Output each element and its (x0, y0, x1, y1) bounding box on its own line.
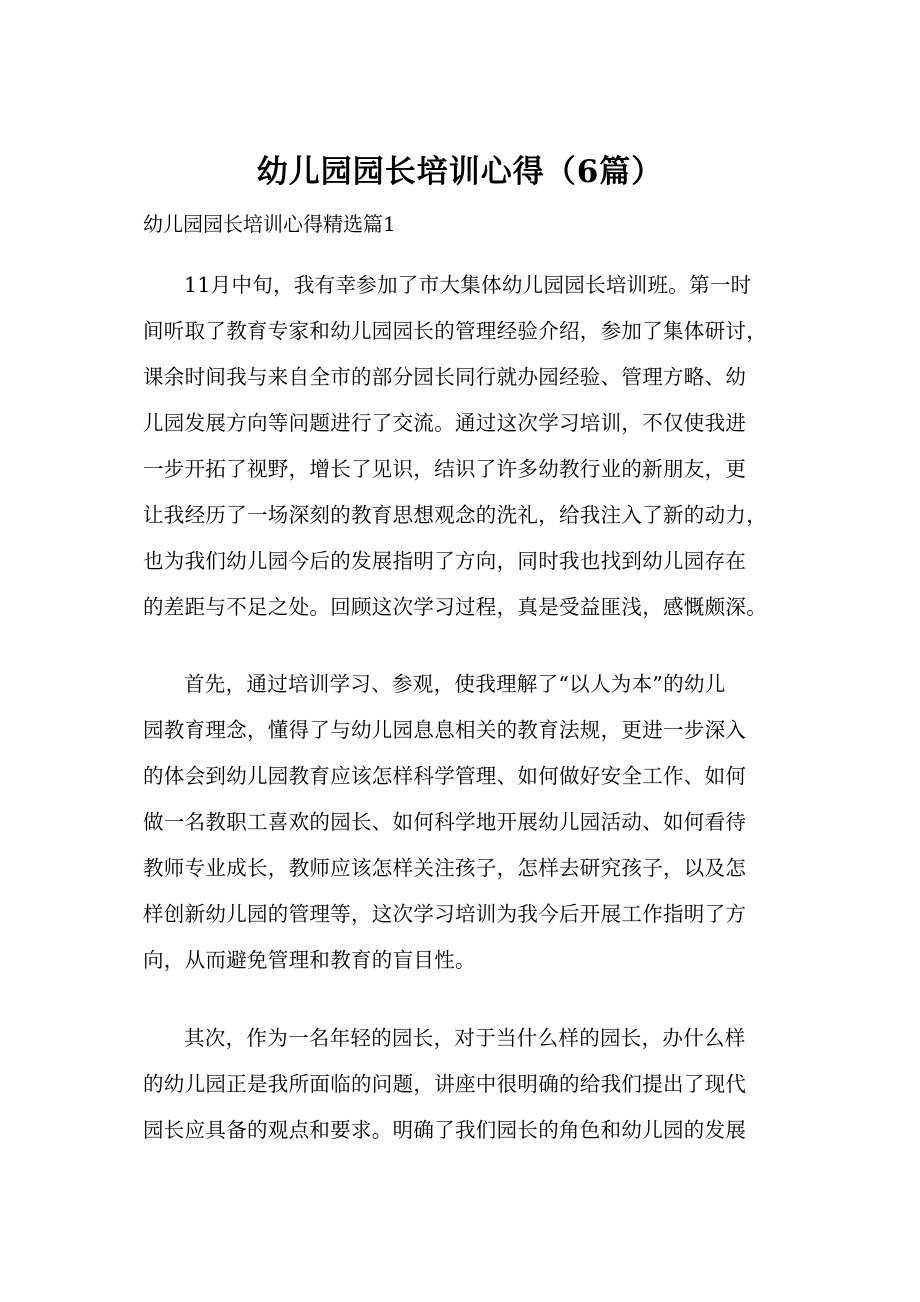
paragraph-line: 做一名教职工喜欢的园长、如何科学地开展幼儿园活动、如何看待 (143, 810, 747, 834)
paragraph-line: 11月中旬，我有幸参加了市大集体幼儿园园长培训班。第一时 (184, 273, 752, 297)
paragraph-line: 教师专业成长，教师应该怎样关注孩子，怎样去研究孩子，以及怎 (143, 856, 747, 880)
paragraph-line: 其次，作为一名年轻的园长，对于当什么样的园长，办什么样 (184, 1026, 746, 1050)
paragraph-line: 园长应具备的观点和要求。明确了我们园长的角色和幼儿园的发展 (143, 1118, 747, 1142)
paragraph-line: 样创新幼儿园的管理等，这次学习培训为我今后开展工作指明了方 (143, 902, 747, 926)
paragraph-line: 课余时间我与来自全市的部分园长同行就办园经验、管理方略、幼 (143, 365, 747, 389)
paragraph-line: 一步开拓了视野，增长了见识，结识了许多幼教行业的新朋友，更 (143, 457, 747, 481)
paragraph-line: 园教育理念，懂得了与幼儿园息息相关的教育法规，更进一步深入 (143, 718, 747, 742)
paragraph-1 (143, 262, 803, 630)
paragraph-line: 让我经历了一场深刻的教育思想观念的洗礼，给我注入了新的动力， (143, 503, 767, 527)
document-title: 幼儿园园长培训心得（6篇） (256, 154, 664, 190)
paragraph-line: 首先，通过培训学习、参观，使我理解了“以人为本”的幼儿 (184, 672, 726, 696)
paragraph-line: 间听取了教育专家和幼儿园园长的管理经验介绍，参加了集体研讨， (143, 319, 767, 343)
paragraph-line: 的幼儿园正是我所面临的问题，讲座中很明确的给我们提出了现代 (143, 1072, 747, 1096)
paragraph-line: 的差距与不足之处。回顾这次学习过程，真是受益匪浅，感慨颇深。 (143, 595, 767, 619)
paragraph-3 (143, 1015, 803, 1153)
paragraph-2 (143, 661, 803, 983)
paragraph-line: 的体会到幼儿园教育应该怎样科学管理、如何做好安全工作、如何 (143, 764, 747, 788)
paragraph-line: 儿园发展方向等问题进行了交流。通过这次学习培训，不仅使我进 (143, 411, 747, 435)
section-heading: 幼儿园园长培训心得精选篇1 (143, 212, 396, 236)
paragraph-line: 也为我们幼儿园今后的发展指明了方向，同时我也找到幼儿园存在 (143, 549, 747, 573)
paragraph-line: 向，从而避免管理和教育的盲目性。 (143, 948, 476, 972)
